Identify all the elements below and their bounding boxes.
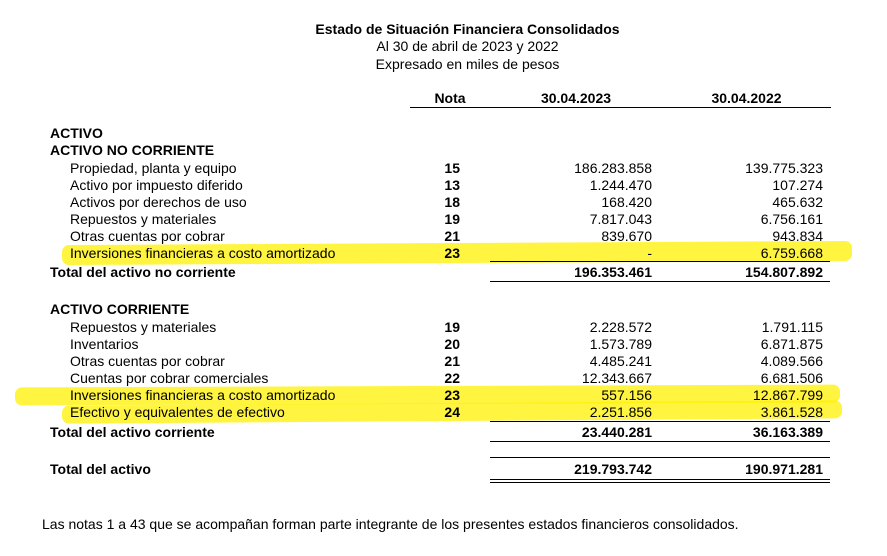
row-note: 15	[444, 160, 460, 176]
row-value-2022: 6.756.161	[760, 211, 823, 227]
row-value-2022: 6.871.875	[760, 336, 823, 352]
row-label: Activo por impuesto diferido	[70, 177, 243, 193]
row-value-2023: 4.485.241	[589, 353, 652, 369]
row-label: Efectivo y equivalentes de efectivo	[70, 404, 285, 420]
statement-date: Al 30 de abril de 2023 y 2022	[376, 38, 559, 54]
row-value-2023: 1.244.470	[589, 177, 652, 193]
total-value-2022: 36.163.389	[752, 424, 823, 440]
row-label: Repuestos y materiales	[70, 319, 217, 335]
row-label: Inversiones financieras a costo amortizado	[70, 245, 336, 261]
row-value-2022: 6.759.668	[760, 245, 823, 261]
row-note: 21	[444, 353, 460, 369]
total-label: Total del activo corriente	[50, 424, 215, 440]
row-value-2022: 4.089.566	[760, 353, 823, 369]
row-note: 13	[444, 177, 460, 193]
row-value-2022: 139.775.323	[745, 160, 823, 176]
row-value-2022: 1.791.115	[761, 319, 823, 335]
section-activo-no-corriente: ACTIVO NO CORRIENTE	[50, 142, 215, 158]
grand-total-label: Total del activo	[50, 461, 151, 477]
row-value-2023: 2.228.572	[589, 319, 652, 335]
total-rule	[490, 441, 830, 442]
row-note: 22	[444, 370, 460, 386]
row-note: 19	[444, 211, 460, 227]
row-label: Propiedad, planta y equipo	[70, 160, 237, 176]
row-value-2023: 1.573.789	[589, 336, 652, 352]
row-label: Activos por derechos de uso	[70, 194, 247, 210]
header-rule	[410, 107, 831, 108]
row-value-2023: 12.343.667	[581, 370, 652, 386]
statement-title: Estado de Situación Financiera Consolidados	[315, 21, 620, 37]
row-value-2022: 6.681.506	[760, 370, 823, 386]
statement-units: Expresado en miles de pesos	[375, 56, 560, 72]
row-note: 19	[444, 319, 460, 335]
row-label: Otras cuentas por cobrar	[70, 353, 225, 369]
total-value-2023: 23.440.281	[581, 424, 652, 440]
row-value-2023: 839.670	[601, 228, 652, 244]
grand-total-value-2022: 190.971.281	[745, 461, 823, 477]
row-note: 23	[444, 387, 460, 403]
total-value-2022: 154.807.892	[745, 264, 823, 280]
grand-total-top-rule	[490, 457, 830, 458]
row-value-2023: 2.251.856	[589, 404, 652, 420]
row-value-2023: 7.817.043	[589, 211, 652, 227]
row-label: Cuentas por cobrar comerciales	[70, 370, 269, 386]
row-note: 18	[444, 194, 460, 210]
double-rule-top	[490, 479, 830, 480]
footer-note: Las notas 1 a 43 que se acompañan forman parte integrante de los presentes estados financieros consolidados.	[42, 516, 739, 532]
subtotal-rule	[490, 261, 830, 262]
row-note: 23	[444, 245, 460, 261]
section-activo-corriente: ACTIVO CORRIENTE	[50, 301, 190, 317]
total-value-2023: 196.353.461	[574, 264, 652, 280]
row-value-2022: 3.861.528	[760, 404, 823, 420]
section-activo: ACTIVO	[50, 125, 103, 141]
row-label: Inversiones financieras a costo amortizado	[70, 387, 336, 403]
row-note: 24	[444, 404, 460, 420]
row-value-2022: 12.867.799	[752, 387, 823, 403]
row-note: 21	[444, 228, 460, 244]
row-label: Inventarios	[70, 336, 139, 352]
subtotal-rule	[490, 421, 830, 422]
row-value-2022: 465.632	[772, 194, 823, 210]
row-value-2023: 168.420	[601, 194, 652, 210]
double-rule-bottom	[490, 482, 830, 483]
row-value-2022: 943.834	[772, 228, 823, 244]
grand-total-value-2023: 219.793.742	[574, 461, 652, 477]
column-header-note: Nota	[434, 90, 466, 106]
row-value-2022: 107.274	[772, 177, 823, 193]
column-header-2022: 30.04.2022	[711, 90, 782, 106]
row-label: Repuestos y materiales	[70, 211, 217, 227]
row-value-2023: -	[647, 245, 652, 261]
row-label: Otras cuentas por cobrar	[70, 228, 225, 244]
total-rule	[490, 281, 830, 282]
row-note: 20	[444, 336, 460, 352]
total-label: Total del activo no corriente	[50, 264, 236, 280]
column-header-2023: 30.04.2023	[540, 90, 612, 106]
row-value-2023: 186.283.858	[574, 160, 652, 176]
row-value-2023: 557.156	[601, 387, 652, 403]
